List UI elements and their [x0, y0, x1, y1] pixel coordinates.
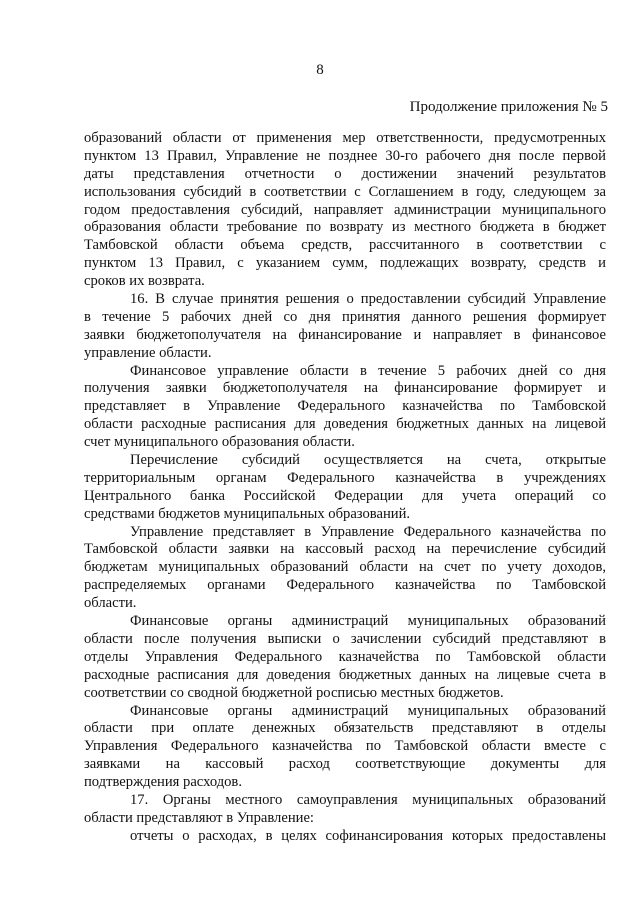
- text-line: Перечисление субсидий осуществляется на счета, открытые: [130, 452, 606, 469]
- paragraph: [84, 703, 606, 792]
- text-line: заявками на кассовый расход соответствующие документы для: [84, 756, 606, 773]
- text-line: получения заявки бюджетополучателя на финансирование формирует и: [84, 380, 606, 397]
- text-line: отделы Управления Федерального казначейства по Тамбовской области: [84, 648, 606, 665]
- text-line: распределяемых органами Федерального казначейства по Тамбовской: [84, 577, 606, 594]
- text-line: Финансовые органы администраций муниципальных образований: [130, 702, 606, 719]
- text-line: Финансовые органы администраций муниципальных образований: [130, 613, 606, 630]
- document-body: [84, 130, 606, 846]
- paragraph: [84, 130, 606, 291]
- text-line: Управление представляет в Управление Федерального казначейства по: [130, 523, 606, 540]
- text-line: Управления Федерального казначейства по Тамбовской области вместе с: [84, 738, 606, 755]
- text-line: подтверждения расходов.: [84, 774, 242, 791]
- text-line: расходные расписания для доведения бюджетных данных на лицевые счета в: [84, 666, 606, 683]
- text-line: территориальным органам Федерального казначейства в учреждениях: [84, 469, 606, 486]
- text-line: заявки бюджетополучателя на финансирование и направляет в финансовое: [84, 326, 606, 343]
- text-line: области после получения выписки о зачислении субсидий представляют в: [84, 630, 606, 647]
- text-line: области расходные расписания для доведения бюджетных данных на лицевой: [84, 416, 606, 433]
- text-line: использования субсидий в соответствии с Соглашением в году, следующем за: [84, 183, 606, 200]
- text-line: бюджетам муниципальных образований области на счет по учету доходов,: [84, 559, 606, 576]
- text-line: пунктом 13 Правил, Управление не позднее 30-го рабочего дня после первой: [84, 147, 606, 164]
- text-line: 16. В случае принятия решения о предоставлении субсидий Управление: [130, 291, 606, 308]
- text-line: отчеты о расходах, в целях софинансирования которых предоставлены: [130, 827, 606, 844]
- text-line: области представляют в Управление:: [84, 809, 314, 826]
- text-line: представляет в Управление Федерального казначейства по Тамбовской: [84, 398, 606, 415]
- text-line: образований области от применения мер ответственности, предусмотренных: [84, 130, 606, 146]
- text-line: даты представления отчетности о достижении значений результатов: [84, 165, 606, 182]
- paragraph: [84, 828, 606, 846]
- text-line: Финансовое управление области в течение 5 рабочих дней со дня: [130, 362, 606, 379]
- page-number: 8: [316, 62, 324, 78]
- text-line: соответствии со сводной бюджетной росписью местных бюджетов.: [84, 684, 504, 701]
- paragraph: [84, 291, 606, 363]
- text-line: Тамбовской области заявки на кассовый расход на перечисление субсидий: [84, 541, 606, 558]
- text-line: образования области требование по возврату из местного бюджета в бюджет: [84, 219, 606, 236]
- paragraph: [84, 792, 606, 828]
- text-line: области.: [84, 595, 137, 612]
- appendix-label: Продолжение приложения № 5: [409, 99, 608, 115]
- text-line: области при оплате денежных обязательств представляют в отделы: [84, 720, 606, 737]
- text-line: счет муниципального образования области.: [84, 434, 355, 451]
- text-line: Центрального банка Российской Федерации для учета операций со: [84, 487, 606, 504]
- text-line: 17. Органы местного самоуправления муниципальных образований: [130, 791, 606, 808]
- text-line: средствами бюджетов муниципальных образований.: [84, 505, 411, 522]
- text-line: управление области.: [84, 344, 212, 361]
- text-line: в течение 5 рабочих дней со дня принятия данного решения формирует: [84, 308, 606, 325]
- text-line: Тамбовской области объема средств, рассчитанного в соответствии с: [84, 237, 606, 254]
- paragraph: [84, 613, 606, 702]
- paragraph: [84, 452, 606, 524]
- paragraph: [84, 524, 606, 613]
- paragraph: [84, 363, 606, 452]
- text-line: годом предоставления субсидий, направляет администрации муниципального: [84, 201, 606, 218]
- text-line: пунктом 13 Правил, с указанием сумм, подлежащих возврату, средств и: [84, 255, 606, 272]
- text-line: сроков их возврата.: [84, 273, 205, 290]
